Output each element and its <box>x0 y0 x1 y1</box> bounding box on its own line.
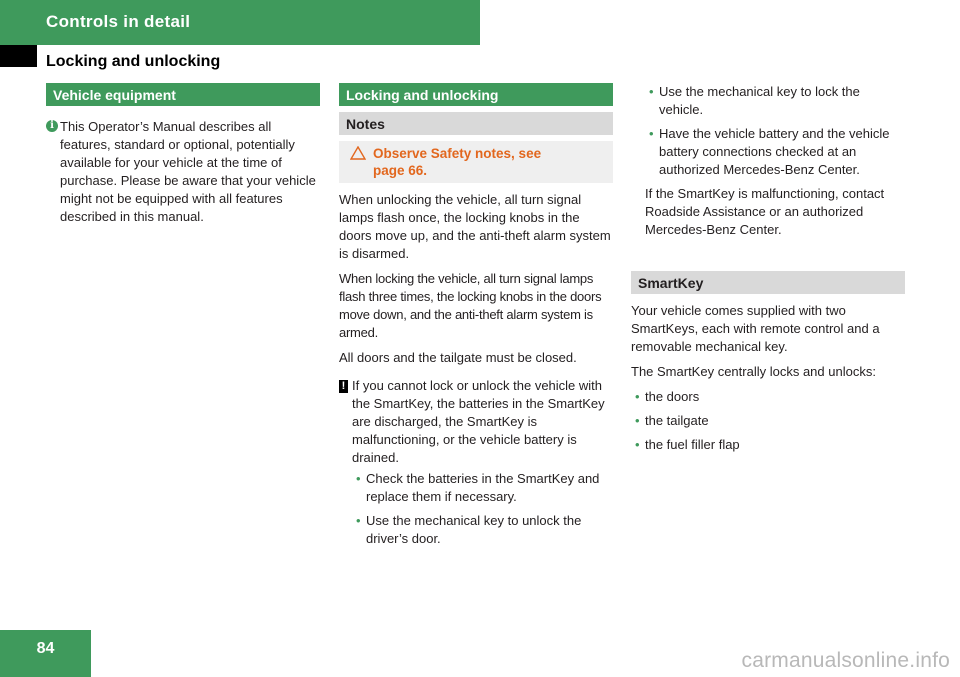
warning-line-1: Observe Safety notes, see <box>373 146 542 161</box>
smartkey-heading <box>631 271 905 294</box>
section-header <box>0 0 480 45</box>
info-note <box>46 118 320 226</box>
safety-warning-box <box>339 141 613 183</box>
page-subtitle: Locking and unlocking <box>46 53 221 70</box>
list-item: • Use the mechanical key to lock the vehicle. <box>649 84 860 117</box>
smartkey-heading-text: SmartKey <box>638 275 704 291</box>
info-icon: i <box>46 120 58 132</box>
column-1 <box>46 83 320 226</box>
caution-bullets <box>352 470 613 548</box>
list-item-text: the fuel filler flap <box>645 437 740 452</box>
smartkey-lead: The SmartKey centrally locks and unlocks: <box>631 364 876 379</box>
list-item: • Have the vehicle battery and the vehicle battery connections checked at an authorized Mercedes-Benz Center. <box>649 126 890 177</box>
page-number <box>0 630 91 677</box>
notes-heading-text: Notes <box>346 116 385 132</box>
caution-text: If you cannot lock or unlock the vehicle with the SmartKey, the batteries in the SmartKey are discharged, the SmartKey is malfunctioning, or the vehicle battery is drained. <box>352 378 605 465</box>
smartkey-intro: Your vehicle comes supplied with two SmartKeys, each with remote control and a removable mechanical key. <box>631 303 880 354</box>
smartkey-bullets <box>631 388 905 454</box>
notes-body <box>339 191 613 367</box>
list-item-text: Use the mechanical key to lock the vehicle. <box>659 84 860 117</box>
list-item: • Check the batteries in the SmartKey and replace them if necessary. <box>356 471 600 504</box>
vehicle-equipment-heading-text: Vehicle equipment <box>53 87 176 103</box>
warning-triangle-icon <box>350 146 366 160</box>
warning-page-link[interactable]: page 66. <box>373 163 428 178</box>
column-3 <box>631 83 905 460</box>
notes-heading <box>339 112 613 135</box>
section-title: Controls in detail <box>46 12 191 31</box>
list-item: • the doors <box>635 389 700 404</box>
locking-unlocking-heading-text: Locking and unlocking <box>346 87 499 103</box>
malfunction-note: If the SmartKey is malfunctioning, contact Roadside Assistance or an authorized Mercedes-Benz Center. <box>645 186 885 237</box>
column-2 <box>339 83 613 554</box>
list-item: • the tailgate <box>635 413 709 428</box>
locking-unlocking-heading <box>339 83 613 106</box>
info-note-text: This Operator’s Manual describes all features, standard or optional, potentially available for your vehicle at the time of purchase. Please be aware that your vehicle might not be equipped with all features described in this manual. <box>60 119 316 224</box>
continued-bullets <box>645 83 905 179</box>
paragraph-unlocking: When unlocking the vehicle, all turn signal lamps flash once, the locking knobs in the doors move up, and the anti-theft alarm system is disarmed. <box>339 192 611 261</box>
page-number-text: 84 <box>36 640 55 657</box>
list-item-text: the doors <box>645 389 700 404</box>
list-item-text: Have the vehicle battery and the vehicle battery connections checked at an authorized Mercedes-Benz Center. <box>659 126 890 177</box>
paragraph-locking: When locking the vehicle, all turn signal lamps flash three times, the locking knobs in the doors move down, and the anti-theft alarm system is armed. <box>339 271 602 340</box>
vehicle-equipment-heading <box>46 83 320 106</box>
header-marker <box>0 45 37 67</box>
paragraph-closed: All doors and the tailgate must be closed. <box>339 350 577 365</box>
list-item-text: the tailgate <box>645 413 709 428</box>
list-item: • Use the mechanical key to unlock the driver’s door. <box>356 513 582 546</box>
list-item-text: Check the batteries in the SmartKey and replace them if necessary. <box>366 471 600 504</box>
list-item: • the fuel filler flap <box>635 437 740 452</box>
exclamation-icon: ! <box>339 380 348 393</box>
watermark: carmanualsonline.info <box>741 649 950 672</box>
list-item-text: Use the mechanical key to unlock the driver’s door. <box>366 513 582 546</box>
caution-note <box>339 377 613 548</box>
